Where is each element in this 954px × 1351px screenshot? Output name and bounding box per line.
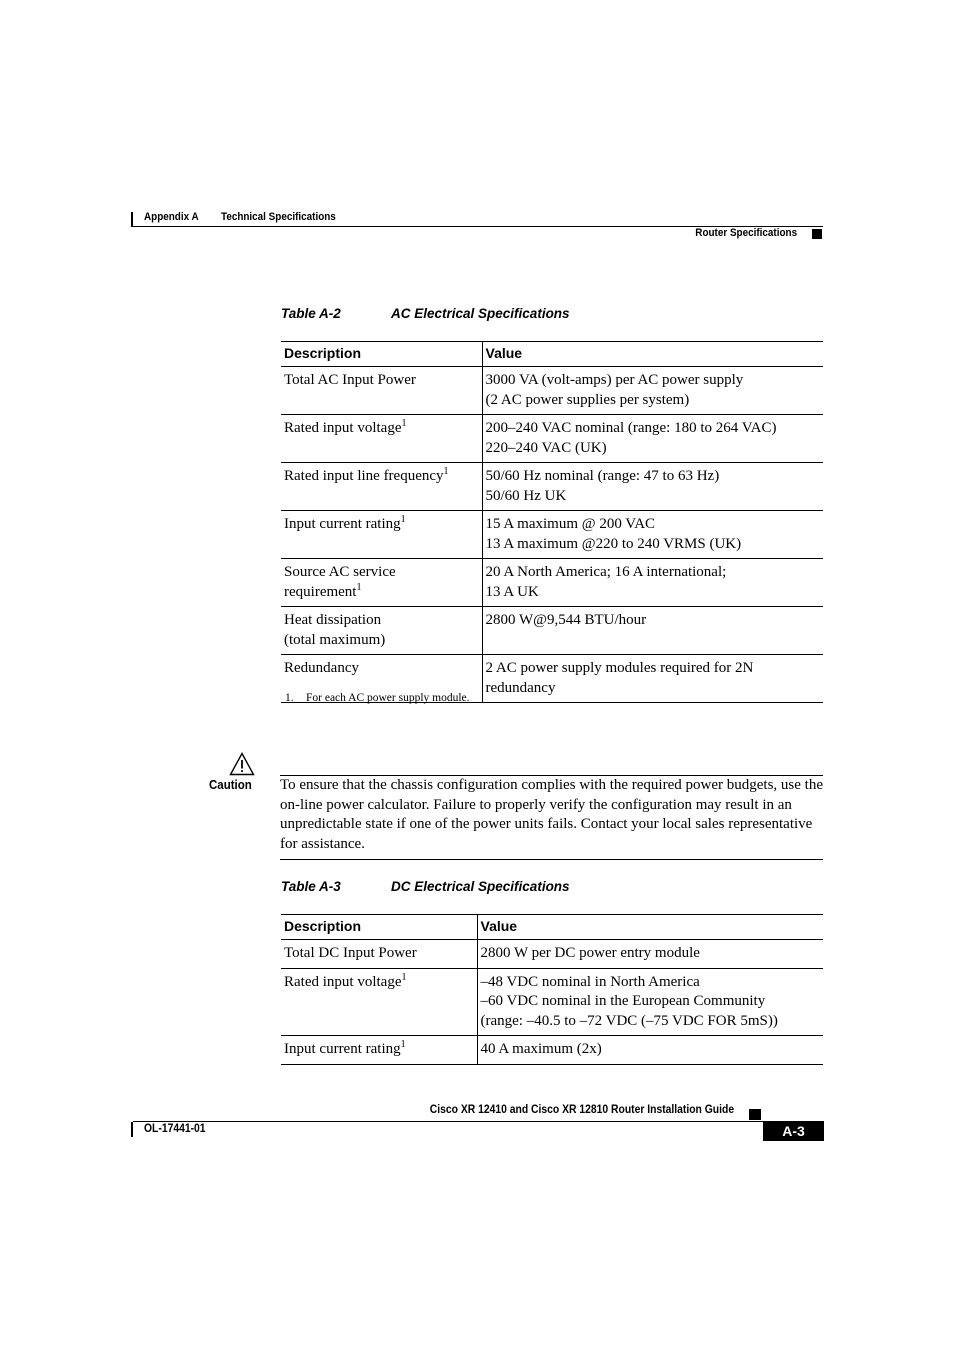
description-cell <box>281 968 477 1036</box>
value-cell <box>477 968 823 1036</box>
table-row <box>281 559 823 607</box>
value-line: –60 VDC nominal in the European Community <box>480 993 766 1009</box>
value-line: –48 VDC nominal in North America <box>480 973 700 990</box>
footnote-number: 1. <box>285 692 294 704</box>
table-header-row <box>281 342 823 367</box>
table-a2-caption <box>281 306 570 321</box>
footer-rule <box>133 1121 763 1122</box>
value-line: redundancy <box>485 679 556 696</box>
header-left-bar <box>131 212 133 227</box>
table-row <box>281 1036 823 1065</box>
description-line: Total DC Input Power <box>284 945 417 961</box>
description-text <box>284 944 474 964</box>
table-header-row <box>281 915 823 940</box>
description-cell <box>281 1036 477 1065</box>
caution-text: To ensure that the chassis configuration complies with the required power budgets, use the on-line power calculator. Failure to properly verify the configuration may result in an unpredictable state if one of the power units fails. Contact your local sales representative for assistance. <box>280 777 823 852</box>
table-row <box>281 511 823 559</box>
page-number: A-3 <box>763 1121 824 1141</box>
description-cell <box>281 559 482 607</box>
column-header-value: Value <box>477 915 823 940</box>
description-text <box>284 467 479 487</box>
description-text <box>284 1040 474 1060</box>
value-cell <box>482 559 823 607</box>
description-line: Heat dissipation <box>284 612 382 628</box>
description-text <box>284 611 479 631</box>
description-line: requirement <box>284 583 357 600</box>
value-line: 2 AC power supply modules required for 2N <box>485 660 754 676</box>
value-line: 50/60 Hz nominal (range: 47 to 63 Hz) <box>485 468 720 484</box>
value-line: 50/60 Hz UK <box>485 487 567 504</box>
table-row <box>281 367 823 415</box>
value-line: 2800 W per DC power entry module <box>480 945 700 961</box>
footnote-marker: 1 <box>401 418 407 429</box>
description-cell <box>281 463 482 511</box>
footnote-marker: 1 <box>400 514 406 525</box>
description-line: Input current rating <box>284 516 401 532</box>
column-header-description: Description <box>281 915 477 940</box>
value-line: 13 A maximum @220 to 240 VRMS (UK) <box>485 535 742 552</box>
description-text <box>284 583 479 603</box>
table-row <box>281 607 823 655</box>
caution-warning-icon <box>229 752 255 776</box>
header-appendix: Appendix A <box>144 211 199 223</box>
caution-label: Caution <box>209 778 252 792</box>
value-line: 15 A maximum @ 200 VAC <box>485 516 656 532</box>
description-line: Source AC service <box>284 564 396 580</box>
header-section: Router Specifications <box>695 227 797 239</box>
footer-guide-title: Cisco XR 12410 and Cisco XR 12810 Router Installation Guide <box>429 1104 734 1116</box>
description-line: Redundancy <box>284 660 359 676</box>
value-cell <box>482 463 823 511</box>
description-line: Rated input voltage <box>284 973 402 990</box>
description-cell <box>281 415 482 463</box>
ac-electrical-specifications-table <box>281 341 823 703</box>
footer-marker <box>749 1109 761 1120</box>
value-cell <box>482 655 823 703</box>
table-row <box>281 940 823 969</box>
description-cell <box>281 607 482 655</box>
description-text <box>284 973 474 993</box>
table-a2-caption-title: AC Electrical Specifications <box>391 306 570 321</box>
dc-electrical-specifications-table <box>281 914 823 1065</box>
description-cell <box>281 367 482 415</box>
value-line: (range: –40.5 to –72 VDC (–75 VDC FOR 5mS)) <box>480 1012 778 1029</box>
description-cell <box>281 940 477 969</box>
column-header-description: Description <box>281 342 482 367</box>
value-line: 200–240 VAC nominal (range: 180 to 264 VAC) <box>485 420 777 436</box>
footnote-text: For each AC power supply module. <box>306 692 470 704</box>
footnote-marker: 1 <box>443 466 449 477</box>
description-line: Rated input line frequency <box>284 468 444 484</box>
description-text <box>284 563 479 583</box>
column-header-value: Value <box>482 342 823 367</box>
table-row <box>281 968 823 1036</box>
description-line: Input current rating <box>284 1041 401 1057</box>
value-cell <box>482 367 823 415</box>
value-line: 3000 VA (volt-amps) per AC power supply <box>485 372 744 388</box>
header-chapter: Technical Specifications <box>221 211 336 223</box>
description-text <box>284 419 479 439</box>
description-text <box>284 515 479 535</box>
value-cell <box>477 940 823 969</box>
footer-left-bar <box>131 1122 133 1137</box>
value-cell <box>482 511 823 559</box>
value-line: 2800 W@9,544 BTU/hour <box>485 612 647 628</box>
value-cell <box>477 1036 823 1065</box>
table-a2-footnote <box>285 692 470 704</box>
description-text <box>284 371 479 391</box>
description-text <box>284 631 479 651</box>
footer-doc-number: OL-17441-01 <box>144 1123 206 1135</box>
header-marker <box>812 229 822 239</box>
footnote-marker: 1 <box>400 1039 406 1050</box>
description-line: (total maximum) <box>284 631 386 648</box>
footnote-marker: 1 <box>356 581 362 593</box>
value-cell <box>482 415 823 463</box>
description-text <box>284 659 479 679</box>
table-a3-caption <box>281 879 570 894</box>
table-a3-caption-title: DC Electrical Specifications <box>391 879 570 894</box>
caution-rule-bottom <box>280 859 823 860</box>
value-cell <box>482 607 823 655</box>
value-line: (2 AC power supplies per system) <box>485 391 690 408</box>
table-a2-caption-number: Table A-2 <box>281 306 341 321</box>
footnote-marker: 1 <box>401 971 407 983</box>
value-line: 220–240 VAC (UK) <box>485 439 607 456</box>
description-line: Rated input voltage <box>284 420 402 436</box>
description-line: Total AC Input Power <box>284 372 416 388</box>
table-row <box>281 463 823 511</box>
table-row <box>281 415 823 463</box>
table-a3-caption-number: Table A-3 <box>281 879 341 894</box>
value-line: 13 A UK <box>485 583 539 600</box>
description-cell <box>281 511 482 559</box>
value-line: 20 A North America; 16 A international; <box>485 564 727 580</box>
value-line: 40 A maximum (2x) <box>480 1041 602 1057</box>
